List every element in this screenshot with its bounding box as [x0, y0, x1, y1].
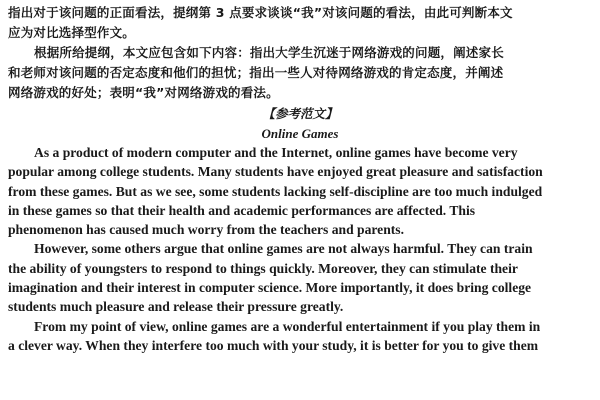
reference-essay-label: 【参考范文】 — [262, 106, 338, 121]
text-line: As a product of modern computer and the Internet, online games have become very — [34, 145, 518, 160]
text-line: 指出对于该问题的正面看法，提纲第 3 点要求谈谈“我”对该问题的看法，由此可判断本文 — [8, 5, 513, 20]
text-line: 和老师对该问题的否定态度和他们的担忧；指出一些人对待网络游戏的肯定态度，并阐述 — [8, 65, 504, 80]
text-line: imagination and their interest in computer science. More importantly, it does bring college — [8, 280, 532, 296]
text-line: 网络游戏的好处；表明“我”对网络游戏的看法。 — [8, 85, 279, 100]
essay-title: Online Games — [261, 126, 339, 141]
text-line: 应为对比选择型作文。 — [8, 25, 136, 40]
text-line: From my point of view, online games are a wonderful entertainment if you play them in — [34, 318, 541, 334]
essay-paragraph-1 — [8, 143, 592, 239]
analysis-paragraph-1 — [8, 3, 592, 43]
text-line: 根据所给提纲，本文应包含如下内容：指出大学生沉迷于网络游戏的问题，阐述家长 — [34, 45, 504, 60]
essay-paragraph-3 — [8, 317, 592, 356]
text-line: in these games so that their health and academic performances are affected. This — [8, 202, 476, 218]
text-line: students much pleasure and release their pressure greatly. — [8, 299, 344, 315]
essay-paragraph-2 — [8, 239, 592, 316]
text-line: the ability of youngsters to respond to things quickly. Moreover, they can stimulate their — [8, 260, 518, 276]
text-line: a clever way. When they interfere too much with your study, it is better for you to give them — [8, 337, 539, 353]
analysis-paragraph-2 — [8, 43, 592, 103]
text-line: popular among college students. Many students have enjoyed great pleasure and satisfaction — [8, 164, 543, 180]
text-line: phenomenon has caused much worry from the teachers and parents. — [8, 222, 404, 238]
text-line: from these games. But as we see, some students lacking self-discipline are too much indulged — [8, 183, 543, 199]
text-line: However, some others argue that online games are not always harmful. They can train — [34, 241, 533, 257]
